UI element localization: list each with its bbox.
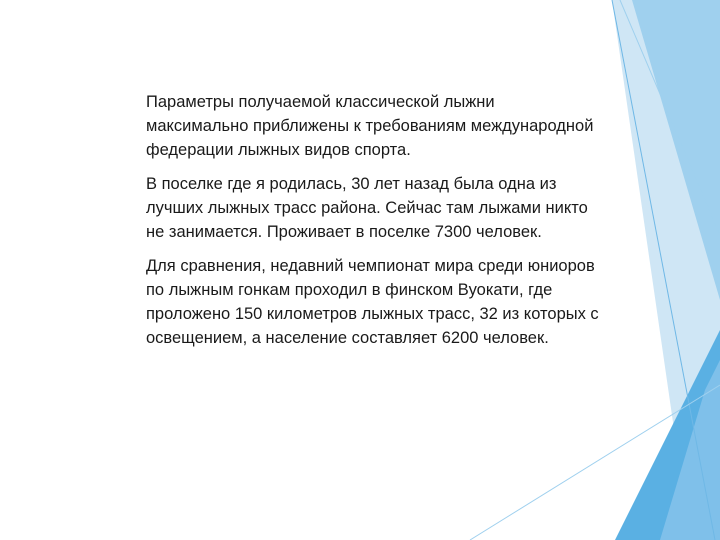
slide-body-text (146, 90, 601, 360)
paragraph-2: В поселке где я родилась, 30 лет назад была одна из лучших лыжных трасс района. Сейчас там лыжами никто не занимается. Проживает в поселке 7300 человек. (146, 175, 588, 241)
paragraph-3: Для сравнения, недавний чемпионат мира среди юниоров по лыжным гонкам проходил в финском Вуокати, где проложено 150 километров лыжных трасс, 32 из которых с освещением, а население составляет 6200 человек. (146, 257, 599, 347)
paragraph-1: Параметры получаемой классической лыжни максимально приближены к требованиям международной федерации лыжных видов спорта. (146, 93, 594, 159)
